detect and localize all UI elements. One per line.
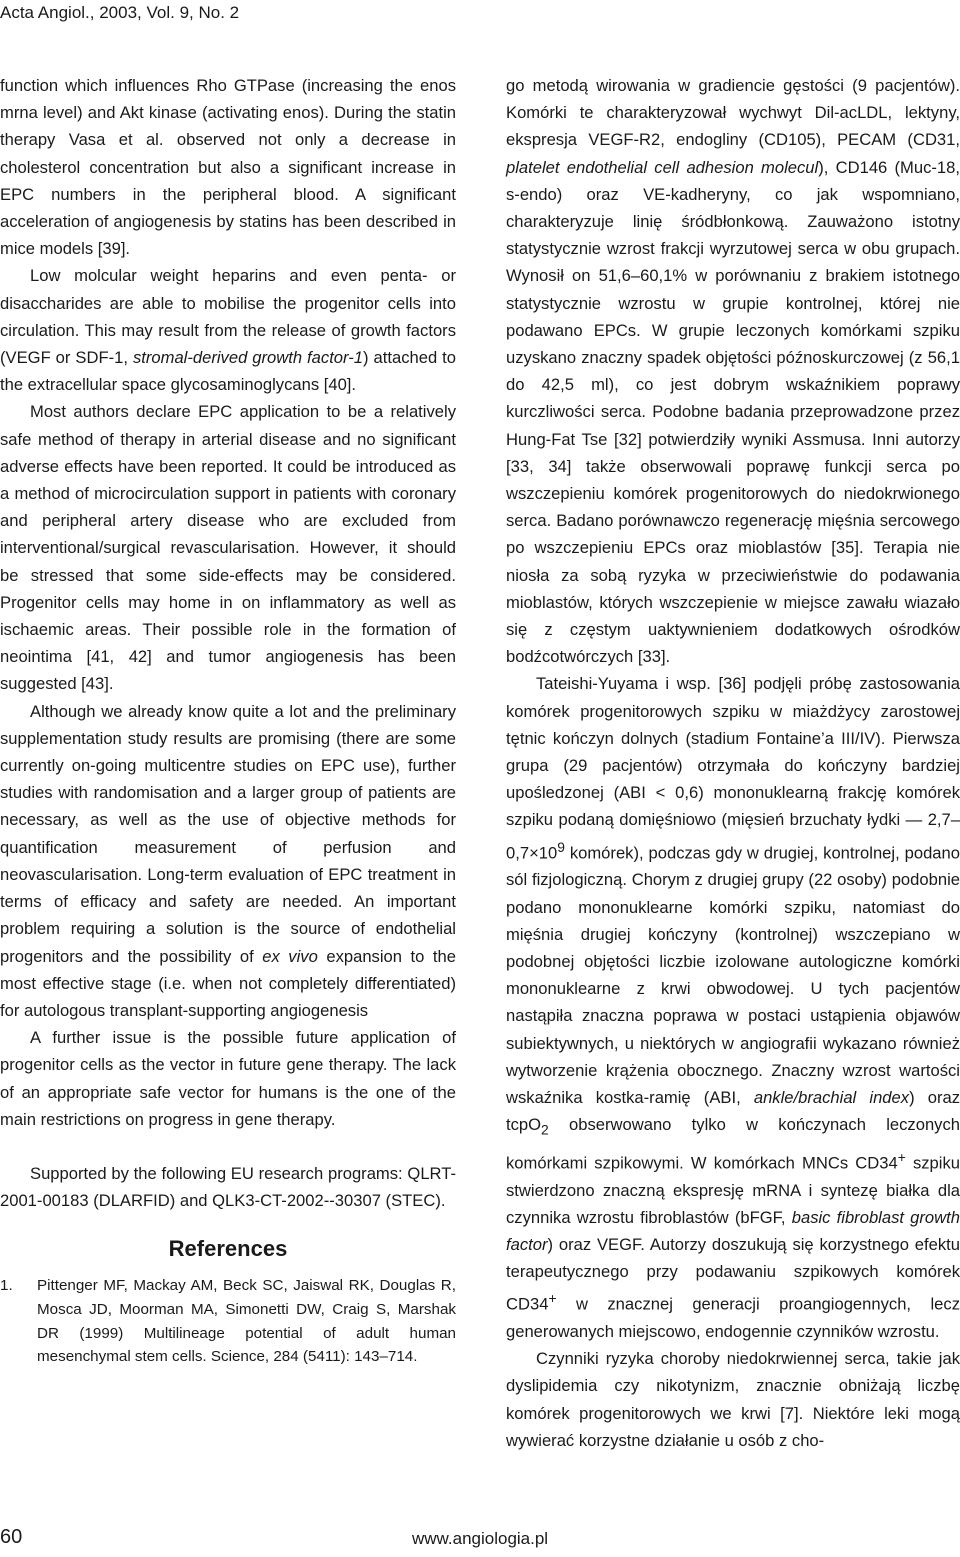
left-paragraph-outlook: Although we already know quite a lot and the preliminary supplementation study results are promising (there are some currently on-going multicentre studies on EPC use), further studies with randomisation and a larger group of patients are necessary, as well as the use of objective methods for quantification measurement of perfusion and neovascularisation. Long-term evaluation of EPC treatment in terms of efficacy and safety are needed. An important problem requiring a solution is the source of endothelial progenitors and the possibility of ex vivo expansion to the most effective stage (i.e. when not completely differentiated) for autologous transplant-supporting angiogenesis	[0, 701, 456, 1020]
left-column	[0, 72, 456, 1369]
right-paragraph-cells: go metodą wirowania w gradiencie gęstości (9 pacjentów). Komórki te charakteryzował wychwyt Dil-acLDL, lektyny, ekspresja VEGF-R2, endogliny (CD105), PECAM (CD31, platelet endothelial cell adhesion molecul), CD146 (Muc-18, s-endo) oraz VE-kadheryny, co jak wspomniano, charakteryzuje linię śródbłonkową. Zauważono istotny statystycznie wzrost frakcji wyrzutowej serca w obu grupach. Wynosił on 51,6–60,1% w porównaniu z brakiem istotnego statystycznie wzrostu w grupie kontrolnej, której nie podawano EPCs. W grupie leczonych komórkami szpiku uzyskano znaczny spadek objętości późnoskurczowej (z 56,1 do 42,5 ml), co jest dobrym wskaźnikiem poprawy kurczliwości serca. Podobne badania przeprowadzone przez Hung-Fat Tse [32] potwierdziły wyniki Assmusa. Inni autorzy [33, 34] także obserwowali poprawę funkcji serca po wszczepieniu komórek progenitorowych do niedokrwionego serca. Badano porównawczo regenerację mięśnia sercowego po wszczepieniu EPCs oraz mioblastów [35]. Terapia nie niosła za sobą ryzyka w przeciwieństwie do podawania mioblastów, których wszczepienie w miejsce zawału wiazało się z częstym uaktywnieniem dodatkowych ośrodków bodźcotwórczych [33].	[506, 76, 960, 667]
reference-item	[0, 1274, 456, 1368]
funding-statement: Supported by the following EU research programs: QLRT-2001-00183 (DLARFID) and QLK3-CT-2002--30307 (STEC).	[0, 1163, 456, 1211]
left-paragraph-statins: function which influences Rho GTPase (increasing the enos mrna level) and Akt kinase (activating enos). During the statin therapy Vasa et al. observed not only a decrease in cholesterol concentration but also a significant increase in EPC numbers in the peripheral blood. A significant acceleration of angiogenesis by statins has been described in mice models [39].	[0, 76, 456, 259]
running-head: Acta Angiol., 2003, Vol. 9, No. 2	[0, 3, 240, 22]
left-paragraph-gene-therapy: A further issue is the possible future application of progenitor cells as the vector in future gene therapy. The lack of an appropriate safe vector for humans is the one of the main restrictions on progress in gene therapy.	[0, 1028, 456, 1129]
left-paragraph-safety: Most authors declare EPC application to be a relatively safe method of therapy in arterial disease and no significant adverse effects have been reported. It could be introduced as a method of microcirculation support in patients with coronary and peripheral artery disease who are excluded from interventional/surgical revascularisation. However, it should be stressed that some side-effects may be considered. Progenitor cells may home in on inflammatory as well as ischaemic areas. Their possible role in the formation of neointima [41, 42] and tumor angiogenesis has been suggested [43].	[0, 402, 456, 694]
reference-number: 1.	[0, 1277, 13, 1295]
right-paragraph-tateishi: Tateishi-Yuyama i wsp. [36] podjęli próbę zastosowania komórek progenitorowych szpiku w miażdżycy zarostowej tętnic kończyn dolnych (stadium Fontaine’a III/IV). Pierwsza grupa (29 pacjentów) otrzymała do kończyny bardziej upośledzonej (ABI < 0,6) mononuklearną frakcję komórek szpiku podaną domięśniowo (mięsień brzuchaty łydki — $2,7-0,7\times 10^9$ komórek), podczas gdy w drugiej, kontrolnej, podano sól fizjologiczną. Chorym z drugiej grupy (22 osoby) podobnie podano mononuklearne komórki szpiku, natomiast do mięśnia drugiej kończyny (kontrolnej) wszczepiano w podobnej objętości liczbie izolowane autologiczne komórki mononuklearne z krwi obwodowej. U tych pacjentów nastąpiła znaczna poprawa w postaci ustąpienia objawów subiektywnych, u niektórych w angiografii wykazano również wytworzenie krążenia obocznego. Znaczny wzrost wartości wskaźnika kostka-ramię (ABI, ankle/brachial index) oraz tcpO$_2$ obserwowano tylko w kończynach leczonych komórkami szpikowymi. W komórkach MNCs CD34+ szpiku stwierdzono znaczną ekspresję mRNA i syntezę białka dla czynnika wzrostu fibroblastów (bFGF, basic fibroblast growth factor) oraz VEGF. Autorzy doszukują się korzystnego efektu terapeutycznego przy podawaniu szpikowych komórek CD34+ w znacznej generacji proangiogennych, lecz generowanych miejscowo, endogennie czynników wzrostu.	[506, 674, 960, 1342]
footer-url: www.angiologia.pl	[412, 1529, 549, 1548]
right-column	[506, 72, 960, 1454]
left-paragraph-heparins: Low molcular weight heparins and even penta- or disaccharides are able to mobilise the progenitor cells into circulation. This may result from the release of growth factors (VEGF or SDF-1, stromal-derived growth factor-1) attached to the extracellular space glycosaminoglycans [40].	[0, 266, 457, 395]
page-number: 60	[0, 1526, 23, 1548]
right-paragraph-risk-factors: Czynniki ryzyka choroby niedokrwiennej serca, takie jak dyslipidemia czy nikotynizm, znacznie obniżają liczbę komórek progenitorowych we krwi [7]. Niektóre leki mogą wywierać korzystne działanie u osób z cho-	[506, 1349, 960, 1450]
reference-text: Pittenger MF, Mackay AM, Beck SC, Jaiswal RK, Douglas R, Mosca JD, Moorman MA, Simonetti DW, Craig S, Marshak DR (1999) Multilineage potential of adult human mesenchymal stem cells. Science, 284 (5411): 143–714.	[37, 1277, 456, 1366]
references-heading: References	[168, 1236, 288, 1262]
